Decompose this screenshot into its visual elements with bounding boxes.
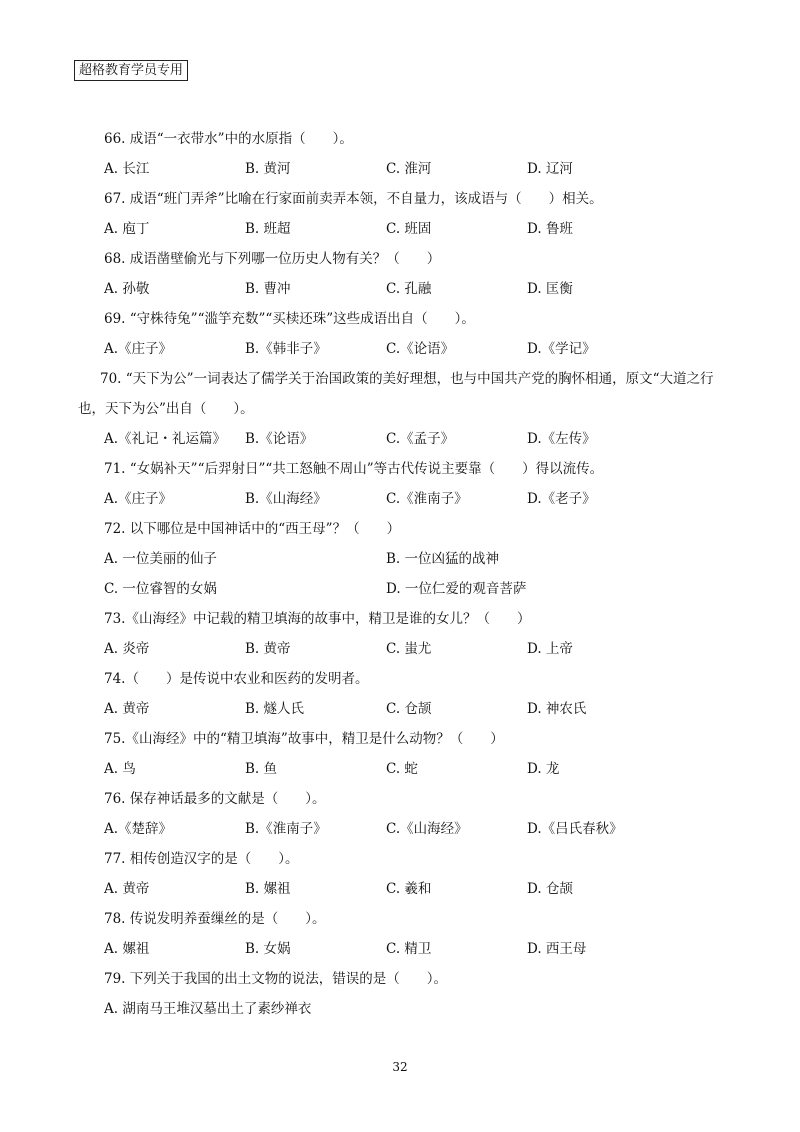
option-76-d: D.《吕氏春秋》 bbox=[527, 821, 623, 837]
option-69-b: B.《韩非子》 bbox=[245, 341, 327, 357]
options-76 bbox=[104, 814, 704, 844]
option-67-d: D. 鲁班 bbox=[527, 221, 573, 237]
options-67 bbox=[104, 214, 704, 244]
option-73-d: D. 上帝 bbox=[527, 641, 573, 657]
question-79: 79. 下列关于我国的出土文物的说法，错误的是（ ）。 bbox=[104, 971, 448, 987]
option-72-c: C. 一位睿智的女娲 bbox=[104, 581, 217, 597]
option-72-d: D. 一位仁爱的观音菩萨 bbox=[386, 581, 527, 597]
option-77-b: B. 嫘祖 bbox=[245, 881, 291, 897]
option-79-a: A. 湖南马王堆汉墓出土了素纱禅衣 bbox=[104, 1001, 312, 1017]
option-76-a: A.《楚辞》 bbox=[104, 821, 173, 837]
option-68-a: A. 孙敬 bbox=[104, 281, 150, 297]
question-71: 71. “女娲补天”“后羿射日”“共工怒触不周山”等古代传说主要靠（ ）得以流传。 bbox=[104, 461, 604, 477]
options-75 bbox=[104, 754, 704, 784]
options-68 bbox=[104, 274, 704, 304]
option-68-b: B. 曹冲 bbox=[245, 281, 291, 297]
option-66-b: B. 黄河 bbox=[245, 161, 291, 177]
option-78-a: A. 嫘祖 bbox=[104, 941, 150, 957]
question-67: 67. 成语“班门弄斧”比喻在行家面前卖弄本领，不自量力，该成语与（ ）相关。 bbox=[104, 191, 603, 207]
option-70-d: D.《左传》 bbox=[527, 431, 596, 447]
option-67-c: C. 班固 bbox=[386, 221, 432, 237]
option-73-c: C. 蚩尤 bbox=[386, 641, 432, 657]
option-69-d: D.《学记》 bbox=[527, 341, 596, 357]
options-73 bbox=[104, 634, 704, 664]
option-78-d: D. 西王母 bbox=[527, 941, 587, 957]
options-72-row-2 bbox=[104, 574, 704, 604]
question-77: 77. 相传创造汉字的是（ ）。 bbox=[104, 851, 299, 867]
option-72-b: B. 一位凶猛的战神 bbox=[386, 551, 500, 567]
options-71 bbox=[104, 484, 704, 514]
option-76-b: B.《淮南子》 bbox=[245, 821, 327, 837]
option-71-b: B.《山海经》 bbox=[245, 491, 327, 507]
question-75: 75.《山海经》中的“精卫填海”故事中，精卫是什么动物？（ ） bbox=[104, 731, 504, 747]
question-68: 68. 成语凿壁偷光与下列哪一位历史人物有关？（ ） bbox=[104, 251, 441, 267]
option-71-a: A.《庄子》 bbox=[104, 491, 173, 507]
option-74-c: C. 仓颉 bbox=[386, 701, 432, 717]
option-74-b: B. 燧人氏 bbox=[245, 701, 305, 717]
question-76: 76. 保存神话最多的文献是（ ）。 bbox=[104, 791, 326, 807]
option-69-a: A.《庄子》 bbox=[104, 341, 173, 357]
option-67-a: A. 庖丁 bbox=[104, 221, 150, 237]
options-66 bbox=[104, 154, 704, 184]
option-78-b: B. 女娲 bbox=[245, 941, 291, 957]
question-73: 73.《山海经》中记载的精卫填海的故事中，精卫是谁的女儿？（ ） bbox=[104, 611, 531, 627]
question-70-line-2: 也，天下为公”出自（ ）。 bbox=[78, 401, 254, 417]
option-69-c: C.《论语》 bbox=[386, 341, 455, 357]
question-78: 78. 传说发明养蚕缫丝的是（ ）。 bbox=[104, 911, 326, 927]
option-76-c: C.《山海经》 bbox=[386, 821, 468, 837]
options-74 bbox=[104, 694, 704, 724]
options-78 bbox=[104, 934, 704, 964]
page-number: 32 bbox=[392, 1060, 408, 1074]
option-78-c: C. 精卫 bbox=[386, 941, 432, 957]
options-72-row-1 bbox=[104, 544, 704, 574]
question-70-line-1: 70. “天下为公”一词表达了儒学关于治国政策的美好理想，也与中国共产党的胸怀相通，原文“大道之行 bbox=[100, 371, 714, 387]
options-70 bbox=[104, 424, 704, 454]
option-74-a: A. 黄帝 bbox=[104, 701, 150, 717]
option-70-c: C.《孟子》 bbox=[386, 431, 455, 447]
question-69: 69. “守株待兔”“滥竽充数”“买椟还珠”这些成语出自（ ）。 bbox=[104, 311, 475, 327]
option-68-c: C. 孔融 bbox=[386, 281, 432, 297]
question-list bbox=[78, 124, 714, 1024]
option-66-c: C. 淮河 bbox=[386, 161, 432, 177]
header-label: 超格教育学员专用 bbox=[74, 60, 188, 81]
option-74-d: D. 神农氏 bbox=[527, 701, 587, 717]
option-66-d: D. 辽河 bbox=[527, 161, 573, 177]
option-77-a: A. 黄帝 bbox=[104, 881, 150, 897]
question-66: 66. 成语“一衣带水”中的水原指（ ）。 bbox=[104, 131, 353, 147]
option-72-a: A. 一位美丽的仙子 bbox=[104, 551, 217, 567]
option-71-c: C.《淮南子》 bbox=[386, 491, 468, 507]
option-71-d: D.《老子》 bbox=[527, 491, 596, 507]
option-77-d: D. 仓颉 bbox=[527, 881, 573, 897]
option-77-c: C. 羲和 bbox=[386, 881, 432, 897]
option-70-a: A.《礼记・礼运篇》 bbox=[104, 431, 227, 447]
option-75-a: A. 鸟 bbox=[104, 761, 136, 777]
option-67-b: B. 班超 bbox=[245, 221, 291, 237]
question-74: 74.（ ）是传说中农业和医药的发明者。 bbox=[104, 671, 369, 687]
option-68-d: D. 匡衡 bbox=[527, 281, 573, 297]
option-75-c: C. 蛇 bbox=[386, 761, 418, 777]
option-73-b: B. 黄帝 bbox=[245, 641, 291, 657]
options-69 bbox=[104, 334, 704, 364]
question-72: 72. 以下哪位是中国神话中的“西王母”？（ ） bbox=[104, 521, 401, 537]
option-70-b: B.《论语》 bbox=[245, 431, 314, 447]
option-73-a: A. 炎帝 bbox=[104, 641, 150, 657]
option-75-d: D. 龙 bbox=[527, 761, 560, 777]
option-66-a: A. 长江 bbox=[104, 161, 150, 177]
option-75-b: B. 鱼 bbox=[245, 761, 278, 777]
options-77 bbox=[104, 874, 704, 904]
